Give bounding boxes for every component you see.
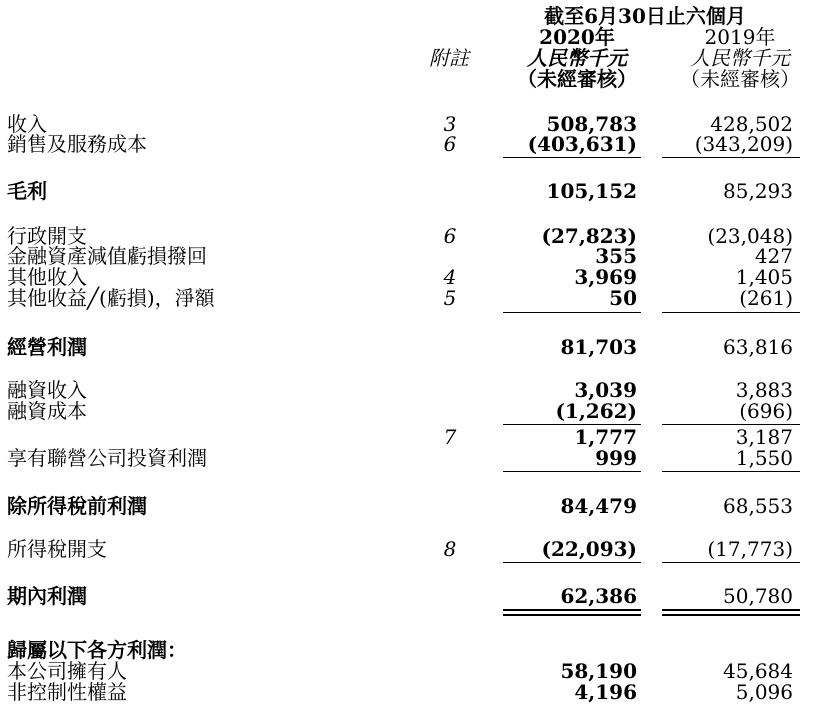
row-label-other-income: 其他收入 [7, 265, 87, 289]
value-2019-associates: 1,550 [735, 446, 793, 470]
subtotal-rule-2020 [503, 157, 641, 158]
subtotal-rule-2020 [503, 471, 641, 472]
subtotal-rule-2020 [503, 312, 641, 313]
note-admin: 6 [443, 224, 457, 248]
value-2019-operating-profit: 63,816 [723, 335, 793, 359]
value-2020-other-gains: 50 [609, 286, 637, 310]
row-label-profit-before-tax: 除所得稅前利潤 [7, 494, 147, 518]
value-2020-income-tax: (22,093) [541, 537, 637, 561]
unit-2020-header: 人民幣千元 [527, 46, 627, 70]
subtotal-rule-2019 [662, 312, 800, 313]
note-cost: 6 [443, 132, 457, 156]
subtotal-rule-2019 [662, 562, 800, 563]
value-2019-finance-cost: (696) [739, 399, 793, 423]
value-2019-profit-before-tax: 68,553 [723, 494, 793, 518]
row-label-cost: 銷售及服務成本 [7, 132, 147, 156]
period-header: 截至6月30日止六個月 [544, 4, 746, 28]
value-2020-nci: 4,196 [574, 680, 637, 704]
value-2020-gross-profit: 105,152 [546, 179, 637, 203]
value-2020-finance-income: 3,039 [574, 378, 637, 402]
row-label-gross-profit: 毛利 [7, 179, 47, 203]
value-2020-finance-cost: (1,262) [555, 399, 637, 423]
value-2020-revenue: 508,783 [546, 112, 637, 136]
value-2020-other-income: 3,969 [574, 265, 637, 289]
value-2019-income-tax: (17,773) [707, 537, 793, 561]
subtotal-rule-2019 [662, 471, 800, 472]
row-label-nci: 非控制性權益 [7, 680, 127, 704]
audit-2020-header: （未經審核） [517, 67, 637, 91]
subtotal-rule-2020 [503, 562, 641, 563]
note-column-header: 附註 [429, 46, 469, 70]
note-revenue: 3 [443, 112, 457, 136]
value-2019-finance-net: 3,187 [735, 425, 793, 449]
value-2020-owners: 58,190 [560, 659, 637, 683]
note-other-gains: 5 [443, 286, 457, 310]
value-2019-finance-income: 3,883 [735, 378, 793, 402]
row-label-finance-cost: 融資成本 [7, 399, 87, 423]
value-2020-finance-net: 1,777 [574, 425, 637, 449]
row-label-operating-profit: 經營利潤 [7, 335, 87, 359]
value-2020-impairment: 355 [595, 244, 637, 268]
value-2020-associates: 999 [595, 446, 637, 470]
attributable-heading: 歸屬以下各方利潤： [7, 638, 187, 662]
value-2019-admin: (23,048) [707, 224, 793, 248]
double-rule-2019-top [662, 609, 800, 611]
value-2019-period-profit: 50,780 [723, 584, 793, 608]
value-2020-profit-before-tax: 84,479 [560, 494, 637, 518]
row-label-finance-income: 融資收入 [7, 378, 87, 402]
unit-2019-header: 人民幣千元 [690, 46, 790, 70]
value-2020-period-profit: 62,386 [560, 584, 637, 608]
row-label-owners: 本公司擁有人 [7, 659, 127, 683]
note-other-income: 4 [443, 265, 457, 289]
row-label-income-tax: 所得稅開支 [7, 537, 107, 561]
double-rule-2020-bottom [503, 614, 641, 616]
audit-2019-header: （未經審核） [680, 67, 800, 91]
value-2019-gross-profit: 85,293 [723, 179, 793, 203]
value-2019-cost: (343,209) [694, 132, 793, 156]
value-2019-nci: 5,096 [735, 680, 793, 704]
row-label-revenue: 收入 [7, 112, 47, 136]
double-rule-2020-top [503, 609, 641, 611]
value-2019-other-gains: (261) [739, 286, 793, 310]
subtotal-rule-2019 [662, 157, 800, 158]
double-rule-2019-bottom [662, 614, 800, 616]
value-2019-owners: 45,684 [723, 659, 793, 683]
value-2019-impairment: 427 [754, 244, 793, 268]
value-2020-cost: (403,631) [527, 132, 637, 156]
value-2019-other-income: 1,405 [735, 265, 793, 289]
note-income-tax: 8 [443, 537, 457, 561]
value-2020-operating-profit: 81,703 [560, 335, 637, 359]
row-label-admin: 行政開支 [7, 224, 87, 248]
row-label-period-profit: 期內利潤 [7, 584, 87, 608]
year-2020-header: 2020年 [539, 25, 615, 49]
row-label-impairment: 金融資產減值虧損撥回 [7, 244, 207, 268]
value-2020-admin: (27,823) [541, 224, 637, 248]
note-finance-net: 7 [443, 425, 457, 449]
row-label-other-gains: 其他收益╱(虧損)，淨額 [7, 286, 215, 310]
year-2019-header: 2019年 [704, 25, 776, 49]
value-2019-revenue: 428,502 [710, 112, 793, 136]
row-label-associates: 享有聯營公司投資利潤 [7, 446, 207, 470]
